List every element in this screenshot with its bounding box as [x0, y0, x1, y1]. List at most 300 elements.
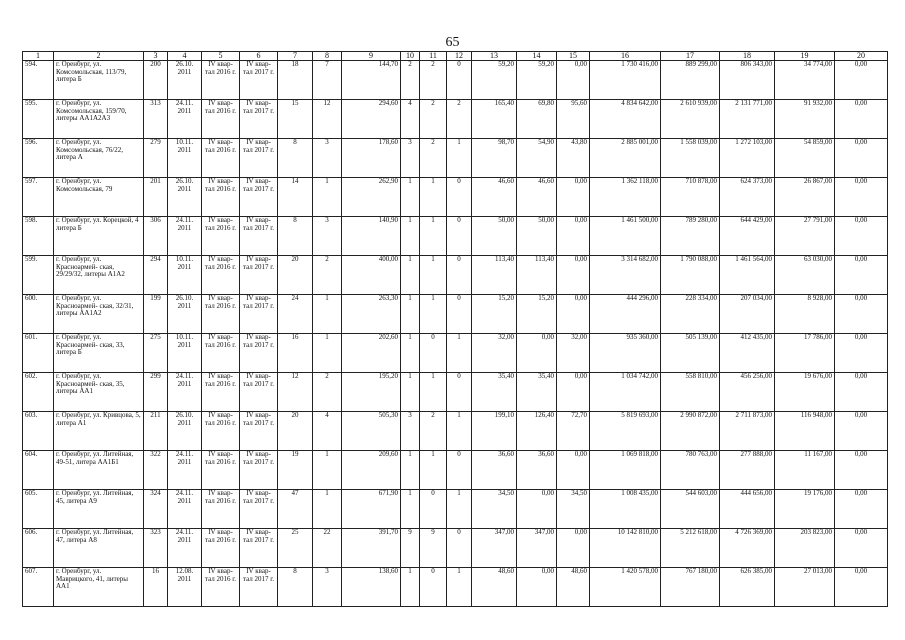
cell-row-number: 602.	[23, 373, 54, 412]
cell-plan-end: IV квар- тал 2017 г.	[240, 334, 278, 373]
cell-area-total: 15,20	[472, 295, 517, 334]
cell-area: 671,90	[342, 490, 401, 529]
cell-total-count: 3	[401, 412, 420, 451]
cell-address: г. Оренбург, ул. Литейная, 47, литера А8	[54, 529, 144, 568]
cell-area: 391,70	[342, 529, 401, 568]
cell-count-b: 1	[447, 490, 472, 529]
cell-registry-number: 299	[144, 373, 168, 412]
cell-area-b: 48,60	[557, 568, 590, 607]
cell-units: 3	[313, 568, 342, 607]
cell-units: 3	[313, 217, 342, 256]
cell-cost-municipal: 27 013,00	[775, 568, 835, 607]
table-row	[23, 412, 888, 451]
cell-cost-municipal: 91 932,00	[775, 100, 835, 139]
cell-total-count: 1	[401, 373, 420, 412]
cell-row-number: 604.	[23, 451, 54, 490]
cell-area-a: 54,90	[517, 139, 557, 178]
cell-area-total: 35,40	[472, 373, 517, 412]
cell-area-a: 0,00	[517, 490, 557, 529]
cell-plan-start: IV квар- тал 2016 г.	[202, 100, 240, 139]
cell-count-a: 0	[420, 568, 447, 607]
cell-cost-municipal: 26 867,00	[775, 178, 835, 217]
cell-count-a: 2	[420, 61, 447, 100]
cell-residents: 24	[278, 295, 313, 334]
cell-area-total: 199,10	[472, 412, 517, 451]
cell-cost-municipal: 27 791,00	[775, 217, 835, 256]
cell-address: г. Оренбург, ул. Комсомольская, 159/70, литеры АА1А2А3	[54, 100, 144, 139]
cell-count-b: 0	[447, 256, 472, 295]
cell-cost-region: 644 429,00	[720, 217, 775, 256]
cell-count-a: 1	[420, 373, 447, 412]
cell-row-number: 597.	[23, 178, 54, 217]
table-row	[23, 334, 888, 373]
cell-units: 2	[313, 373, 342, 412]
cell-count-a: 1	[420, 217, 447, 256]
cell-area: 195,20	[342, 373, 401, 412]
cell-residents: 8	[278, 139, 313, 178]
cell-count-b: 1	[447, 334, 472, 373]
column-header: 12	[447, 52, 472, 61]
cell-row-number: 607.	[23, 568, 54, 607]
cell-count-a: 0	[420, 490, 447, 529]
cell-area: 263,30	[342, 295, 401, 334]
cell-cost-region: 1 461 564,00	[720, 256, 775, 295]
cell-address: г. Оренбург, ул. Маврицкого, 41, литеры АА1	[54, 568, 144, 607]
cell-area: 202,60	[342, 334, 401, 373]
cell-address: г. Оренбург, ул. Комсомольская, 113/79, литера Б	[54, 61, 144, 100]
cell-registry-number: 323	[144, 529, 168, 568]
cell-plan-start: IV квар- тал 2016 г.	[202, 451, 240, 490]
column-header: 3	[144, 52, 168, 61]
cell-area-b: 95,60	[557, 100, 590, 139]
column-header: 5	[202, 52, 240, 61]
cell-row-number: 606.	[23, 529, 54, 568]
table-row	[23, 100, 888, 139]
cell-cost-fund: 789 280,00	[661, 217, 720, 256]
table-row	[23, 256, 888, 295]
cell-cost-other: 0,00	[835, 295, 888, 334]
cell-plan-start: IV квар- тал 2016 г.	[202, 295, 240, 334]
cell-area-total: 347,00	[472, 529, 517, 568]
cell-date: 12.08. 2011	[168, 568, 202, 607]
cell-registry-number: 322	[144, 451, 168, 490]
cell-cost-fund: 558 810,00	[661, 373, 720, 412]
cell-date: 24.11. 2011	[168, 217, 202, 256]
column-header: 11	[420, 52, 447, 61]
cell-cost-fund: 2 990 872,00	[661, 412, 720, 451]
cell-count-b: 1	[447, 139, 472, 178]
cell-cost-other: 0,00	[835, 100, 888, 139]
cell-units: 1	[313, 334, 342, 373]
cell-total-cost: 935 360,00	[590, 334, 661, 373]
cell-cost-municipal: 19 676,00	[775, 373, 835, 412]
cell-cost-fund: 5 212 618,00	[661, 529, 720, 568]
cell-area: 140,90	[342, 217, 401, 256]
cell-residents: 8	[278, 217, 313, 256]
cell-count-b: 0	[447, 61, 472, 100]
cell-plan-end: IV квар- тал 2017 г.	[240, 451, 278, 490]
cell-residents: 12	[278, 373, 313, 412]
cell-plan-start: IV квар- тал 2016 г.	[202, 490, 240, 529]
cell-residents: 8	[278, 568, 313, 607]
cell-cost-other: 0,00	[835, 139, 888, 178]
cell-date: 24.11. 2011	[168, 100, 202, 139]
cell-cost-municipal: 54 859,00	[775, 139, 835, 178]
data-table	[22, 51, 888, 607]
cell-cost-fund: 1 790 088,00	[661, 256, 720, 295]
column-header: 10	[401, 52, 420, 61]
cell-row-number: 594.	[23, 61, 54, 100]
cell-total-count: 1	[401, 256, 420, 295]
cell-area-b: 72,70	[557, 412, 590, 451]
cell-total-count: 1	[401, 451, 420, 490]
cell-area-b: 0,00	[557, 295, 590, 334]
cell-date: 10.11. 2011	[168, 334, 202, 373]
cell-cost-other: 0,00	[835, 529, 888, 568]
cell-plan-start: IV квар- тал 2016 г.	[202, 373, 240, 412]
cell-plan-end: IV квар- тал 2017 г.	[240, 412, 278, 451]
cell-residents: 16	[278, 334, 313, 373]
cell-cost-municipal: 17 786,00	[775, 334, 835, 373]
cell-cost-region: 412 435,00	[720, 334, 775, 373]
cell-cost-fund: 544 603,00	[661, 490, 720, 529]
cell-cost-municipal: 8 928,00	[775, 295, 835, 334]
cell-cost-region: 806 343,00	[720, 61, 775, 100]
cell-area-total: 165,40	[472, 100, 517, 139]
cell-cost-fund: 2 610 939,00	[661, 100, 720, 139]
cell-area-b: 0,00	[557, 256, 590, 295]
cell-count-b: 0	[447, 529, 472, 568]
cell-area-a: 347,00	[517, 529, 557, 568]
cell-units: 1	[313, 451, 342, 490]
cell-units: 3	[313, 139, 342, 178]
cell-cost-other: 0,00	[835, 451, 888, 490]
cell-date: 26.10. 2011	[168, 295, 202, 334]
cell-row-number: 600.	[23, 295, 54, 334]
cell-area-b: 0,00	[557, 178, 590, 217]
cell-row-number: 596.	[23, 139, 54, 178]
column-header: 9	[342, 52, 401, 61]
cell-cost-fund: 780 763,00	[661, 451, 720, 490]
cell-cost-region: 2 131 771,00	[720, 100, 775, 139]
cell-area-total: 48,60	[472, 568, 517, 607]
cell-cost-municipal: 19 176,00	[775, 490, 835, 529]
cell-total-count: 1	[401, 178, 420, 217]
cell-count-b: 0	[447, 451, 472, 490]
cell-cost-municipal: 34 774,00	[775, 61, 835, 100]
cell-date: 10.11. 2011	[168, 256, 202, 295]
cell-area-b: 0,00	[557, 61, 590, 100]
cell-total-count: 9	[401, 529, 420, 568]
cell-total-cost: 3 314 682,00	[590, 256, 661, 295]
cell-units: 2	[313, 256, 342, 295]
cell-address: г. Оренбург, ул. Литейная, 45, литера А9	[54, 490, 144, 529]
cell-address: г. Оренбург, ул. Красноармей- ская, 35, литеры АА1	[54, 373, 144, 412]
cell-units: 12	[313, 100, 342, 139]
cell-count-a: 2	[420, 139, 447, 178]
cell-total-cost: 1 069 818,00	[590, 451, 661, 490]
column-header: 18	[720, 52, 775, 61]
cell-cost-region: 277 888,00	[720, 451, 775, 490]
cell-units: 4	[313, 412, 342, 451]
cell-date: 24.11. 2011	[168, 490, 202, 529]
cell-date: 26.10. 2011	[168, 61, 202, 100]
cell-total-cost: 5 819 693,00	[590, 412, 661, 451]
cell-count-a: 1	[420, 295, 447, 334]
cell-count-a: 1	[420, 256, 447, 295]
cell-plan-start: IV квар- тал 2016 г.	[202, 568, 240, 607]
cell-row-number: 603.	[23, 412, 54, 451]
cell-total-count: 1	[401, 490, 420, 529]
table-row	[23, 451, 888, 490]
table-row	[23, 61, 888, 100]
cell-area-a: 0,00	[517, 568, 557, 607]
cell-cost-fund: 889 299,00	[661, 61, 720, 100]
cell-count-b: 0	[447, 373, 472, 412]
cell-plan-end: IV квар- тал 2017 г.	[240, 373, 278, 412]
cell-area: 294,60	[342, 100, 401, 139]
cell-total-count: 1	[401, 217, 420, 256]
cell-area-b: 0,00	[557, 451, 590, 490]
cell-count-b: 1	[447, 568, 472, 607]
table-row	[23, 217, 888, 256]
column-header: 7	[278, 52, 313, 61]
cell-area: 138,60	[342, 568, 401, 607]
cell-cost-fund: 505 139,00	[661, 334, 720, 373]
cell-cost-fund: 710 878,00	[661, 178, 720, 217]
cell-residents: 25	[278, 529, 313, 568]
cell-total-cost: 1 362 118,00	[590, 178, 661, 217]
column-header: 15	[557, 52, 590, 61]
cell-count-a: 2	[420, 100, 447, 139]
cell-area-a: 36,60	[517, 451, 557, 490]
table-row	[23, 139, 888, 178]
cell-units: 22	[313, 529, 342, 568]
cell-units: 1	[313, 490, 342, 529]
cell-address: г. Оренбург, ул. Красноармей- ская, 33, литера Б	[54, 334, 144, 373]
cell-address: г. Оренбург, ул. Красноармей- ская, 29/29/32, литеры А1А2	[54, 256, 144, 295]
cell-plan-end: IV квар- тал 2017 г.	[240, 217, 278, 256]
cell-registry-number: 279	[144, 139, 168, 178]
cell-residents: 14	[278, 178, 313, 217]
cell-count-a: 2	[420, 412, 447, 451]
cell-units: 7	[313, 61, 342, 100]
cell-total-cost: 1 461 500,00	[590, 217, 661, 256]
cell-row-number: 595.	[23, 100, 54, 139]
cell-registry-number: 199	[144, 295, 168, 334]
cell-total-cost: 10 142 810,00	[590, 529, 661, 568]
cell-total-count: 3	[401, 139, 420, 178]
cell-area-total: 98,70	[472, 139, 517, 178]
cell-units: 1	[313, 295, 342, 334]
cell-row-number: 605.	[23, 490, 54, 529]
cell-area: 400,00	[342, 256, 401, 295]
cell-date: 26.10. 2011	[168, 412, 202, 451]
cell-registry-number: 275	[144, 334, 168, 373]
cell-total-cost: 4 834 642,00	[590, 100, 661, 139]
cell-residents: 47	[278, 490, 313, 529]
cell-date: 26.10. 2011	[168, 178, 202, 217]
cell-registry-number: 313	[144, 100, 168, 139]
cell-registry-number: 324	[144, 490, 168, 529]
cell-area: 144,70	[342, 61, 401, 100]
cell-registry-number: 294	[144, 256, 168, 295]
cell-address: г. Оренбург, ул. Корецкой, 4 литера Б	[54, 217, 144, 256]
cell-area-b: 34,50	[557, 490, 590, 529]
cell-area-b: 0,00	[557, 529, 590, 568]
cell-date: 10.11. 2011	[168, 139, 202, 178]
cell-plan-start: IV квар- тал 2016 г.	[202, 334, 240, 373]
table-row	[23, 490, 888, 529]
column-header: 4	[168, 52, 202, 61]
cell-plan-start: IV квар- тал 2016 г.	[202, 217, 240, 256]
column-header: 8	[313, 52, 342, 61]
cell-row-number: 599.	[23, 256, 54, 295]
cell-cost-fund: 228 334,00	[661, 295, 720, 334]
cell-plan-start: IV квар- тал 2016 г.	[202, 139, 240, 178]
cell-area-total: 50,00	[472, 217, 517, 256]
cell-area: 209,60	[342, 451, 401, 490]
cell-row-number: 598.	[23, 217, 54, 256]
cell-total-count: 2	[401, 61, 420, 100]
cell-total-count: 1	[401, 334, 420, 373]
cell-cost-other: 0,00	[835, 568, 888, 607]
column-header: 6	[240, 52, 278, 61]
cell-area-a: 59,20	[517, 61, 557, 100]
cell-cost-region: 4 726 369,00	[720, 529, 775, 568]
cell-residents: 20	[278, 256, 313, 295]
cell-registry-number: 201	[144, 178, 168, 217]
table-row	[23, 178, 888, 217]
cell-cost-other: 0,00	[835, 217, 888, 256]
cell-cost-fund: 767 180,00	[661, 568, 720, 607]
table-row	[23, 568, 888, 607]
cell-address: г. Оренбург, ул. Литейная, 49-51, литера АА1Б1	[54, 451, 144, 490]
cell-area-total: 59,20	[472, 61, 517, 100]
column-header: 19	[775, 52, 835, 61]
cell-count-a: 1	[420, 451, 447, 490]
cell-area-a: 113,40	[517, 256, 557, 295]
cell-cost-municipal: 116 948,00	[775, 412, 835, 451]
cell-area-total: 36,60	[472, 451, 517, 490]
cell-cost-municipal: 11 167,00	[775, 451, 835, 490]
cell-plan-end: IV квар- тал 2017 г.	[240, 139, 278, 178]
column-header: 14	[517, 52, 557, 61]
cell-area-total: 113,40	[472, 256, 517, 295]
cell-plan-end: IV квар- тал 2017 г.	[240, 490, 278, 529]
cell-count-b: 1	[447, 412, 472, 451]
cell-address: г. Оренбург, ул. Кривцова, 5, литера А1	[54, 412, 144, 451]
cell-residents: 18	[278, 61, 313, 100]
cell-count-a: 0	[420, 334, 447, 373]
cell-address: г. Оренбург, ул. Комсомольская, 76/22, литера А	[54, 139, 144, 178]
cell-area-total: 32,00	[472, 334, 517, 373]
cell-plan-start: IV квар- тал 2016 г.	[202, 529, 240, 568]
page-number: 65	[445, 35, 460, 50]
column-header: 16	[590, 52, 661, 61]
cell-cost-other: 0,00	[835, 178, 888, 217]
cell-cost-region: 207 034,00	[720, 295, 775, 334]
cell-cost-other: 0,00	[835, 490, 888, 529]
cell-cost-region: 2 711 873,00	[720, 412, 775, 451]
cell-row-number: 601.	[23, 334, 54, 373]
cell-residents: 15	[278, 100, 313, 139]
cell-cost-other: 0,00	[835, 256, 888, 295]
column-number-row	[23, 52, 888, 61]
cell-plan-start: IV квар- тал 2016 г.	[202, 178, 240, 217]
cell-area: 262,90	[342, 178, 401, 217]
cell-cost-region: 444 656,00	[720, 490, 775, 529]
cell-total-cost: 2 885 001,00	[590, 139, 661, 178]
cell-area-a: 15,20	[517, 295, 557, 334]
cell-date: 24.11. 2011	[168, 373, 202, 412]
cell-area-b: 0,00	[557, 217, 590, 256]
cell-cost-other: 0,00	[835, 373, 888, 412]
column-header: 2	[54, 52, 144, 61]
cell-plan-start: IV квар- тал 2016 г.	[202, 256, 240, 295]
cell-registry-number: 306	[144, 217, 168, 256]
cell-area-b: 43,80	[557, 139, 590, 178]
cell-residents: 20	[278, 412, 313, 451]
table-row	[23, 529, 888, 568]
cell-cost-region: 1 272 103,00	[720, 139, 775, 178]
column-header: 17	[661, 52, 720, 61]
cell-area-a: 35,40	[517, 373, 557, 412]
cell-plan-end: IV квар- тал 2017 г.	[240, 256, 278, 295]
cell-cost-region: 456 256,00	[720, 373, 775, 412]
cell-total-cost: 1 730 416,00	[590, 61, 661, 100]
cell-date: 24.11. 2011	[168, 529, 202, 568]
cell-registry-number: 211	[144, 412, 168, 451]
cell-total-cost: 444 296,00	[590, 295, 661, 334]
cell-count-b: 2	[447, 100, 472, 139]
cell-plan-end: IV квар- тал 2017 г.	[240, 61, 278, 100]
cell-plan-start: IV квар- тал 2016 г.	[202, 61, 240, 100]
cell-cost-other: 0,00	[835, 412, 888, 451]
cell-total-cost: 1 420 578,00	[590, 568, 661, 607]
cell-area-total: 34,50	[472, 490, 517, 529]
cell-total-cost: 1 034 742,00	[590, 373, 661, 412]
cell-cost-municipal: 63 030,00	[775, 256, 835, 295]
cell-plan-end: IV квар- тал 2017 г.	[240, 295, 278, 334]
cell-area-b: 0,00	[557, 373, 590, 412]
cell-count-a: 1	[420, 178, 447, 217]
cell-area-a: 46,60	[517, 178, 557, 217]
cell-total-count: 4	[401, 100, 420, 139]
cell-area-b: 32,00	[557, 334, 590, 373]
cell-plan-end: IV квар- тал 2017 г.	[240, 100, 278, 139]
column-header: 20	[835, 52, 888, 61]
cell-plan-end: IV квар- тал 2017 г.	[240, 178, 278, 217]
cell-residents: 19	[278, 451, 313, 490]
cell-units: 1	[313, 178, 342, 217]
cell-total-count: 1	[401, 568, 420, 607]
cell-area: 178,60	[342, 139, 401, 178]
cell-plan-start: IV квар- тал 2016 г.	[202, 412, 240, 451]
cell-count-b: 0	[447, 178, 472, 217]
cell-area-a: 69,80	[517, 100, 557, 139]
table-body	[23, 52, 888, 607]
cell-plan-end: IV квар- тал 2017 г.	[240, 529, 278, 568]
column-header: 13	[472, 52, 517, 61]
cell-area-a: 0,00	[517, 334, 557, 373]
cell-count-b: 0	[447, 295, 472, 334]
cell-area-total: 46,60	[472, 178, 517, 217]
cell-address: г. Оренбург, ул. Красноармей- ская, 32/31, литеры АА1А2	[54, 295, 144, 334]
cell-total-count: 1	[401, 295, 420, 334]
cell-area-a: 126,40	[517, 412, 557, 451]
cell-address: г. Оренбург, ул. Комсомольская, 79	[54, 178, 144, 217]
